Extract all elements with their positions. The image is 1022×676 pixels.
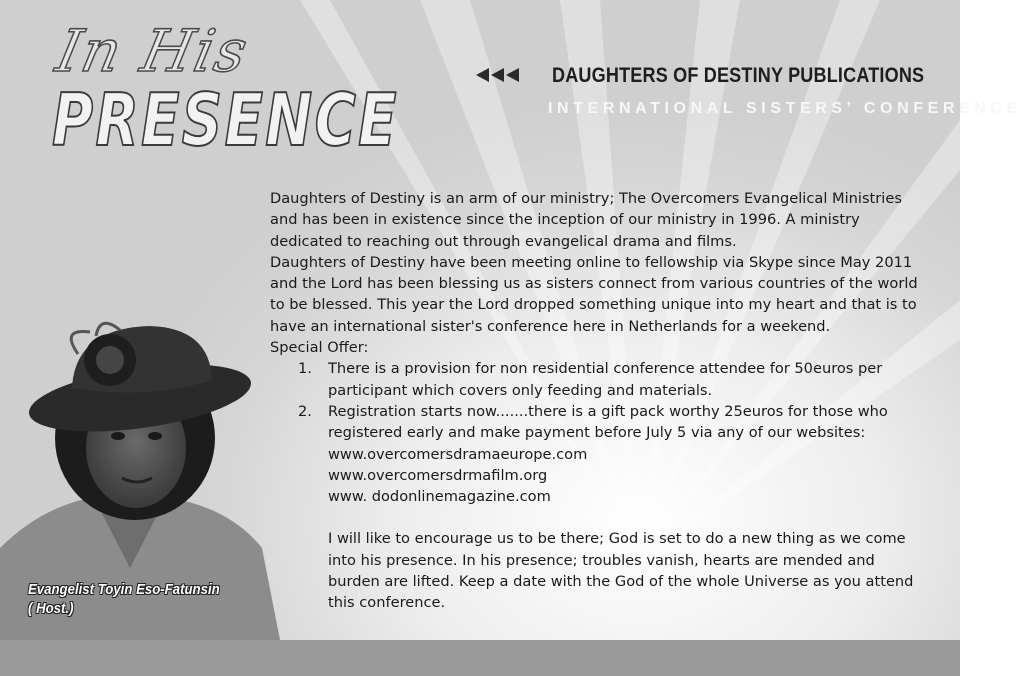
- website-link[interactable]: www.overcomersdrmafilm.org: [328, 466, 548, 484]
- offer-list: [270, 358, 930, 443]
- script-title: In His: [50, 17, 255, 85]
- list-number: 1.: [298, 360, 312, 378]
- arrow-left-icon: [491, 68, 504, 82]
- website-link[interactable]: www.overcomersdramaeurope.com: [328, 445, 588, 463]
- list-item: [270, 358, 930, 401]
- closing-paragraph: I will like to encourage us to be there; God is set to do a new thing as we come into his presence. In his presence; troubles vanish, hearts are mended and burden are lifted. Keep a date with the God of the whole Universe as you attend this conference.: [328, 530, 914, 612]
- website-list: [270, 444, 930, 508]
- intro-paragraph: Daughters of Destiny is an arm of our ministry; The Overcomers Evangelical Ministries and has been in existence since the inception of our ministry in 1996. A ministry dedicated to reaching out through evangelical drama and films.: [270, 190, 902, 250]
- publisher-title: DAUGHTERS OF DESTINY PUBLICATIONS: [552, 64, 925, 87]
- arrow-left-icon: [506, 68, 519, 82]
- main-title: PRESENCE: [52, 78, 399, 162]
- website-link[interactable]: www. dodonlinemagazine.com: [328, 488, 551, 506]
- footer-bar: [0, 640, 960, 676]
- offer-heading: Special Offer:: [270, 339, 369, 357]
- body-text: [270, 188, 930, 614]
- list-item-text: There is a provision for non residential conference attendee for 50euros per participant which covers only feeding and materials.: [328, 360, 883, 399]
- list-number: 2.: [298, 402, 312, 420]
- host-role: ( Host.): [28, 600, 74, 617]
- triple-arrow-icon: [476, 68, 521, 82]
- list-item-text: Registration starts now.......there is a gift pack worthy 25euros for those who registered early and make payment before July 5 via any of our websites:: [328, 402, 888, 442]
- arrow-left-icon: [476, 68, 489, 82]
- host-caption: [28, 580, 220, 618]
- list-item: [270, 401, 930, 444]
- conference-subtitle: INTERNATIONAL SISTERS’ CONFERENCE: [548, 100, 1022, 117]
- skype-paragraph: Daughters of Destiny have been meeting online to fellowship via Skype since May 2011 and the Lord has been blessing us as sisters connect from various countries of the world to be blessed. This year the Lord dropped something unique into my heart and that is to have an international sister's conference here in Netherlands for a weekend.: [270, 253, 918, 335]
- host-name: Evangelist Toyin Eso-Fatunsin: [28, 581, 220, 598]
